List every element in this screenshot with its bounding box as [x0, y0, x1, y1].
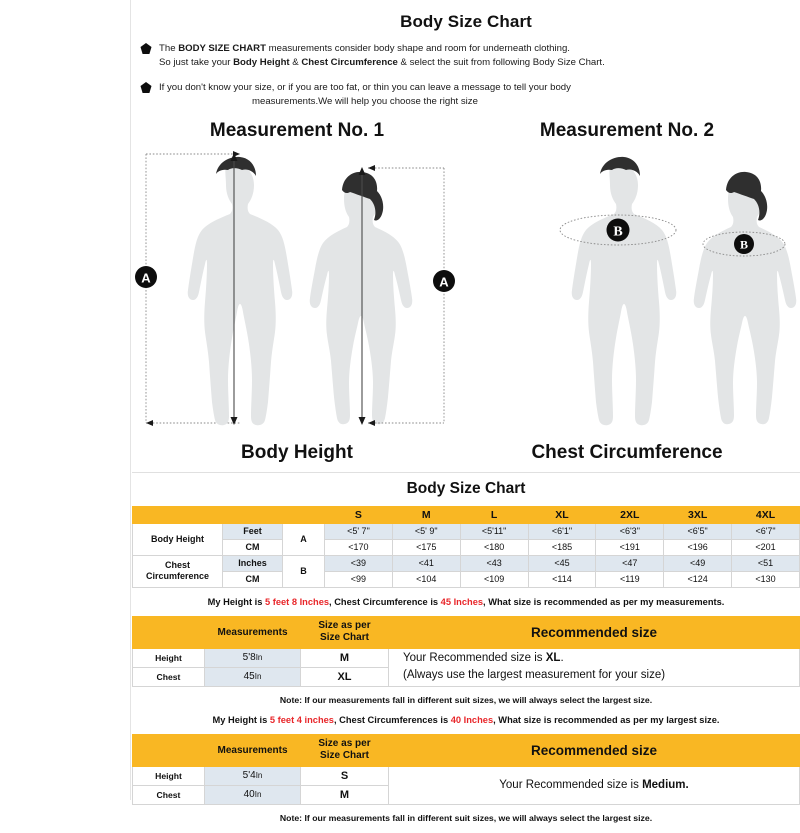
table-row — [133, 523, 800, 539]
intro-bullet-2-text — [159, 81, 571, 109]
size-header-l: L — [460, 506, 528, 523]
ex2-header-measurements: Measurements — [205, 734, 301, 766]
ex1-height-size: M — [301, 648, 389, 667]
height-feet-4xl: <6'7" — [732, 523, 800, 539]
intro-b1-l2-pre: So just take your — [159, 56, 234, 68]
left-margin — [0, 0, 131, 800]
chest-cm-m: <104 — [392, 571, 460, 587]
pentagon-bullet-icon — [140, 43, 152, 55]
ex2-height-unit: In — [255, 771, 263, 781]
row-label-body-height: Body Height — [133, 523, 223, 555]
chest-cm-2xl: <119 — [596, 571, 664, 587]
unit-cm-height: CM — [223, 539, 283, 555]
ex2-header-recommended: Recommended size — [389, 734, 800, 766]
unit-feet: Feet — [223, 523, 283, 539]
height-cm-3xl: <196 — [664, 539, 732, 555]
example-1-note: Note: If our measurements fall in different suit sizes, we will always select the largest size. — [279, 694, 653, 705]
height-cm-4xl: <201 — [732, 539, 800, 555]
ex1-stmt-height: 5 feet 8 Inches — [264, 596, 330, 607]
table-row — [133, 555, 800, 571]
svg-text:B: B — [613, 224, 623, 240]
chest-cm-xl: <114 — [528, 571, 596, 587]
intro-b2-l1: If you don't know your size, or if you are too fat, or thin you can leave a message to tell your body — [159, 81, 571, 93]
height-feet-s: <5' 7" — [325, 523, 393, 539]
ex1-height-measurement — [205, 648, 301, 667]
example-2-note: Note: If our measurements fall in different suit sizes, we will always select the largest size. — [279, 812, 653, 823]
ex2-height-size: S — [301, 766, 389, 785]
chest-cm-l: <109 — [460, 571, 528, 587]
ex2-chest-measurement — [205, 785, 301, 804]
ex1-header-blank — [133, 616, 205, 648]
svg-text:B: B — [739, 237, 749, 252]
size-header-s: S — [325, 506, 393, 523]
chest-circumference-caption: Chest Circumference — [531, 441, 723, 463]
chest-in-m: <41 — [392, 555, 460, 571]
ex2-header-size-as-per-chart — [301, 734, 389, 766]
ex1-chest-measurement — [205, 667, 301, 686]
ex2-rec-size: Medium. — [642, 778, 689, 791]
ex1-chest-value: 45 — [243, 671, 255, 683]
height-cm-2xl: <191 — [596, 539, 664, 555]
pentagon-bullet-icon — [140, 82, 152, 94]
chest-cm-3xl: <124 — [664, 571, 732, 587]
ex2-height-value: 5'4 — [242, 770, 256, 782]
ex2-height-measurement — [205, 766, 301, 785]
example-2-statement — [132, 715, 800, 734]
ex1-chest-unit: In — [254, 672, 262, 682]
measurement-titles-row — [132, 120, 800, 142]
ex1-header-measurements: Measurements — [205, 616, 301, 648]
example-1-statement — [132, 588, 800, 616]
ex2-rec-pre: Your Recommended size is — [499, 778, 643, 791]
intro-b1-l2-mid: & — [289, 56, 302, 68]
intro-b2-l2: measurements.We will help you choose the right size — [252, 95, 478, 107]
page-content — [132, 0, 800, 823]
ex1-row-label-height: Height — [133, 648, 205, 667]
page-title: Body Size Chart — [400, 12, 532, 31]
height-feet-xl: <6'1" — [528, 523, 596, 539]
marker-a-cell: A — [283, 523, 325, 555]
unit-inches: Inches — [223, 555, 283, 571]
chest-cm-s: <99 — [325, 571, 393, 587]
ex2-recommendation — [389, 766, 800, 804]
chest-cm-4xl: <130 — [732, 571, 800, 587]
size-chart-header-row — [133, 506, 800, 523]
svg-text:A: A — [439, 274, 449, 290]
ex2-header-blank — [133, 734, 205, 766]
height-cm-xl: <185 — [528, 539, 596, 555]
ex1-rec-line2: (Always use the largest measurement for your size) — [403, 669, 666, 682]
ex2-stmt-chest: 40 Inches — [450, 714, 494, 725]
ex2-row-label-chest: Chest — [133, 785, 205, 804]
ex1-rec-pre: Your Recommended size is — [403, 652, 546, 665]
intro-b1-l2-post: & select the suit from following Body Size Chart. — [397, 56, 605, 68]
ex1-stmt-p3: , What size is recommended as per my measurements. — [483, 596, 725, 607]
chest-in-3xl: <49 — [664, 555, 732, 571]
intro-b1-strong-1: BODY SIZE CHART — [178, 43, 266, 54]
size-header-2xl: 2XL — [596, 506, 664, 523]
intro-bullet-2 — [138, 81, 794, 109]
intro-bullet-1 — [138, 42, 794, 70]
example-1-header-row — [133, 616, 800, 648]
size-chart-table — [132, 506, 800, 588]
ex1-chest-size: XL — [301, 667, 389, 686]
height-cm-l: <180 — [460, 539, 528, 555]
row-label-chest-circumference: Chest Circumference — [133, 555, 223, 587]
size-chart-title: Body Size Chart — [406, 479, 526, 497]
ex1-height-value: 5'8 — [242, 652, 256, 664]
chest-in-l: <43 — [460, 555, 528, 571]
ex1-recommendation — [389, 648, 800, 686]
size-header-3xl: 3XL — [664, 506, 732, 523]
ex1-header-recommended: Recommended size — [389, 616, 800, 648]
body-height-caption: Body Height — [241, 441, 353, 463]
figure-captions-row — [132, 442, 800, 464]
example-2-table — [132, 734, 800, 805]
intro-b1-l1-pre: The — [159, 43, 179, 54]
intro-bullet-1-text — [159, 42, 605, 70]
header-blank-label — [133, 506, 223, 523]
ex2-row-label-height: Height — [133, 766, 205, 785]
ex2-chest-size: M — [301, 785, 389, 804]
figure-illustrations — [132, 148, 800, 440]
body-figures-svg — [132, 148, 800, 440]
intro-b1-strong-2: Body Height — [233, 56, 290, 68]
ex1-header-size-as-per-chart — [301, 616, 389, 648]
svg-text:A: A — [141, 270, 151, 286]
height-feet-3xl: <6'5" — [664, 523, 732, 539]
size-header-m: M — [392, 506, 460, 523]
ex2-chest-value: 40 — [243, 789, 255, 801]
size-header-4xl: 4XL — [732, 506, 800, 523]
ex2-stmt-height: 5 feet 4 inches — [269, 714, 334, 725]
table-row — [133, 571, 800, 587]
ex2-stmt-p3: , What size is recommended as per my largest size. — [493, 714, 720, 725]
header-blank-marker — [283, 506, 325, 523]
table-row — [133, 648, 800, 667]
intro-section — [132, 32, 800, 109]
height-cm-s: <170 — [325, 539, 393, 555]
height-feet-m: <5' 9" — [392, 523, 460, 539]
ex1-stmt-chest: 45 Inches — [440, 596, 484, 607]
ex1-rec-post: . — [560, 652, 564, 665]
measurement-1-title: Measurement No. 1 — [209, 119, 385, 141]
ex1-header-chart-l1: Size as per — [318, 620, 371, 632]
height-feet-2xl: <6'3" — [596, 523, 664, 539]
chest-in-xl: <45 — [528, 555, 596, 571]
ex2-stmt-p1: My Height is — [212, 714, 270, 725]
chest-in-2xl: <47 — [596, 555, 664, 571]
example-1-table — [132, 616, 800, 687]
ex2-header-chart-l1: Size as per — [318, 738, 371, 750]
measurement-2-title: Measurement No. 2 — [539, 119, 715, 141]
height-feet-l: <5'11" — [460, 523, 528, 539]
ex1-stmt-p2: , Chest Circumference is — [329, 596, 441, 607]
table-row — [133, 539, 800, 555]
ex1-stmt-p1: My Height is — [207, 596, 265, 607]
intro-b1-strong-3: Chest Circumference — [301, 56, 398, 68]
marker-b-cell: B — [283, 555, 325, 587]
height-cm-m: <175 — [392, 539, 460, 555]
ex1-header-chart-l2: Size Chart — [320, 632, 369, 644]
ex1-height-unit: In — [255, 653, 263, 663]
example-2-header-row — [133, 734, 800, 766]
ex2-stmt-p2: , Chest Circumferences is — [333, 714, 451, 725]
table-row — [133, 766, 800, 785]
intro-b1-l1-mid: measurements consider body shape and room for underneath clothing. — [265, 43, 570, 54]
ex2-chest-unit: In — [254, 790, 262, 800]
size-header-xl: XL — [528, 506, 596, 523]
unit-cm-chest: CM — [223, 571, 283, 587]
chest-in-s: <39 — [325, 555, 393, 571]
ex1-rec-size: XL — [545, 652, 561, 665]
header-blank-unit — [223, 506, 283, 523]
chest-in-4xl: <51 — [732, 555, 800, 571]
ex2-header-chart-l2: Size Chart — [320, 750, 369, 762]
ex1-row-label-chest: Chest — [133, 667, 205, 686]
